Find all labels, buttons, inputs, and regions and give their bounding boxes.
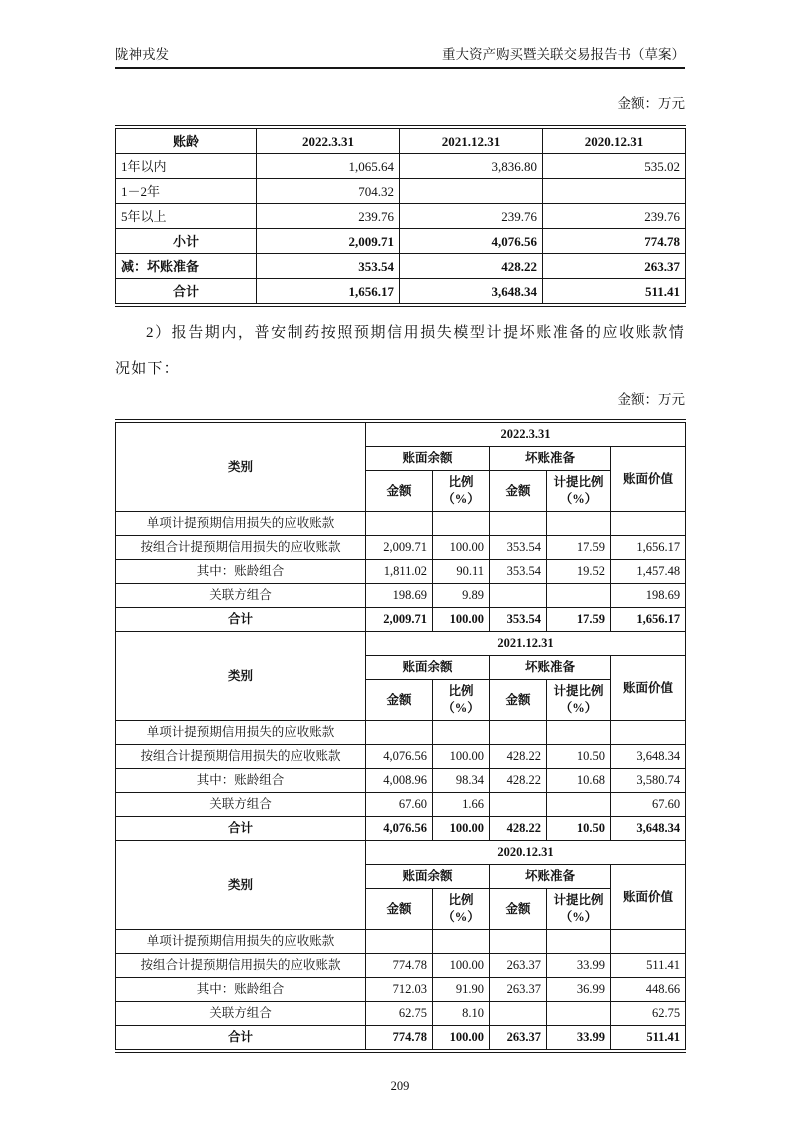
row-label-cell: 其中：账龄组合	[116, 769, 366, 793]
value-cell: 3,836.80	[400, 154, 543, 179]
provision-ratio-header: 计提比例（%）	[547, 889, 611, 930]
value-cell: 535.02	[543, 154, 686, 179]
row-label-cell: 合计	[116, 1026, 366, 1052]
page-content	[115, 0, 685, 1094]
value-cell: 4,076.56	[400, 229, 543, 254]
value-cell: 100.00	[433, 608, 490, 632]
value-cell: 100.00	[433, 817, 490, 841]
row-label-cell: 关联方组合	[116, 793, 366, 817]
amount-header: 金额	[490, 889, 547, 930]
provision-data-row	[116, 793, 686, 817]
value-cell: 2,009.71	[366, 536, 433, 560]
row-label-cell: 关联方组合	[116, 584, 366, 608]
row-label-cell: 其中：账龄组合	[116, 560, 366, 584]
value-cell	[433, 721, 490, 745]
aging-data-row	[116, 179, 686, 204]
value-cell: 36.99	[547, 978, 611, 1002]
provision-data-row	[116, 930, 686, 954]
book-value-header: 账面价值	[611, 656, 686, 721]
balance-group-header: 账面余额	[366, 656, 490, 680]
value-cell: 62.75	[611, 1002, 686, 1026]
value-cell: 428.22	[490, 745, 547, 769]
value-cell: 98.34	[433, 769, 490, 793]
value-cell: 704.32	[257, 179, 400, 204]
provision-table-body	[116, 421, 686, 1051]
value-cell: 10.50	[547, 745, 611, 769]
provision-ratio-header: 计提比例（%）	[547, 471, 611, 512]
value-cell: 91.90	[433, 978, 490, 1002]
provision-data-row	[116, 584, 686, 608]
aging-table-body	[116, 127, 686, 305]
value-cell	[611, 721, 686, 745]
provision-data-row	[116, 512, 686, 536]
category-header-cell: 类别	[116, 841, 366, 930]
value-cell: 774.78	[543, 229, 686, 254]
row-label-cell: 按组合计提预期信用损失的应收账款	[116, 745, 366, 769]
value-cell: 428.22	[490, 817, 547, 841]
value-cell: 10.68	[547, 769, 611, 793]
row-label-cell: 1－2年	[116, 179, 257, 204]
value-cell	[547, 1002, 611, 1026]
value-cell: 100.00	[433, 745, 490, 769]
aging-col-header: 账龄	[116, 127, 257, 154]
value-cell	[611, 930, 686, 954]
value-cell: 8.10	[433, 1002, 490, 1026]
value-cell: 1,457.48	[611, 560, 686, 584]
provision-data-row	[116, 536, 686, 560]
aging-data-row	[116, 254, 686, 279]
provision-data-row	[116, 560, 686, 584]
value-cell: 448.66	[611, 978, 686, 1002]
value-cell: 239.76	[400, 204, 543, 229]
category-header-cell: 类别	[116, 421, 366, 512]
value-cell: 353.54	[257, 254, 400, 279]
balance-group-header: 账面余额	[366, 865, 490, 889]
value-cell: 2,009.71	[366, 608, 433, 632]
row-label-cell: 按组合计提预期信用损失的应收账款	[116, 954, 366, 978]
running-header	[115, 46, 685, 69]
value-cell: 100.00	[433, 954, 490, 978]
value-cell	[547, 930, 611, 954]
value-cell: 90.11	[433, 560, 490, 584]
provision-data-row	[116, 978, 686, 1002]
value-cell	[490, 930, 547, 954]
aging-col-header: 2020.12.31	[543, 127, 686, 154]
value-cell: 67.60	[611, 793, 686, 817]
value-cell	[490, 1002, 547, 1026]
unit-note-2: 金额：万元	[617, 392, 685, 407]
value-cell: 198.69	[611, 584, 686, 608]
value-cell: 511.41	[543, 279, 686, 306]
ratio-header: 比例（%）	[433, 471, 490, 512]
provision-data-row	[116, 745, 686, 769]
row-label-cell: 减：坏账准备	[116, 254, 257, 279]
period-header-cell: 2022.3.31	[366, 421, 686, 447]
ratio-header: 比例（%）	[433, 889, 490, 930]
row-label-cell: 单项计提预期信用损失的应收账款	[116, 721, 366, 745]
value-cell	[547, 584, 611, 608]
value-cell: 263.37	[490, 1026, 547, 1052]
row-label-cell: 合计	[116, 608, 366, 632]
provision-data-row	[116, 608, 686, 632]
value-cell: 10.50	[547, 817, 611, 841]
section-period-row	[116, 632, 686, 656]
value-cell: 239.76	[543, 204, 686, 229]
value-cell: 19.52	[547, 560, 611, 584]
value-cell: 9.89	[433, 584, 490, 608]
value-cell: 353.54	[490, 536, 547, 560]
aging-data-row	[116, 204, 686, 229]
book-value-header: 账面价值	[611, 447, 686, 512]
value-cell	[490, 721, 547, 745]
provision-data-row	[116, 817, 686, 841]
aging-col-header: 2022.3.31	[257, 127, 400, 154]
aging-header-row	[116, 127, 686, 154]
value-cell: 4,076.56	[366, 817, 433, 841]
value-cell: 62.75	[366, 1002, 433, 1026]
value-cell: 3,648.34	[611, 745, 686, 769]
running-header-left: 陇神戎发	[115, 47, 169, 62]
value-cell: 263.37	[490, 978, 547, 1002]
value-cell	[611, 512, 686, 536]
aging-data-row	[116, 229, 686, 254]
amount-header: 金额	[490, 471, 547, 512]
section-period-row	[116, 841, 686, 865]
value-cell: 511.41	[611, 1026, 686, 1052]
balance-group-header: 账面余额	[366, 447, 490, 471]
value-cell	[433, 512, 490, 536]
provision-group-header: 坏账准备	[490, 656, 611, 680]
value-cell: 100.00	[433, 536, 490, 560]
value-cell: 239.76	[257, 204, 400, 229]
value-cell: 712.03	[366, 978, 433, 1002]
value-cell	[366, 721, 433, 745]
provision-data-row	[116, 1002, 686, 1026]
period-header-cell: 2020.12.31	[366, 841, 686, 865]
amount-header: 金额	[366, 889, 433, 930]
value-cell	[490, 512, 547, 536]
aging-table	[115, 125, 686, 307]
value-cell	[547, 512, 611, 536]
value-cell: 2,009.71	[257, 229, 400, 254]
value-cell: 4,008.96	[366, 769, 433, 793]
provision-data-row	[116, 954, 686, 978]
value-cell: 3,648.34	[611, 817, 686, 841]
row-label-cell: 其中：账龄组合	[116, 978, 366, 1002]
period-header-cell: 2021.12.31	[366, 632, 686, 656]
value-cell: 774.78	[366, 1026, 433, 1052]
value-cell: 1,811.02	[366, 560, 433, 584]
value-cell: 353.54	[490, 608, 547, 632]
value-cell	[543, 179, 686, 204]
provision-group-header: 坏账准备	[490, 865, 611, 889]
value-cell: 1.66	[433, 793, 490, 817]
running-header-right: 重大资产购买暨关联交易报告书（草案）	[442, 47, 685, 62]
row-label-cell: 合计	[116, 279, 257, 306]
value-cell: 3,580.74	[611, 769, 686, 793]
value-cell: 4,076.56	[366, 745, 433, 769]
page-number: 209	[390, 1079, 410, 1093]
row-label-cell: 单项计提预期信用损失的应收账款	[116, 512, 366, 536]
amount-header: 金额	[366, 680, 433, 721]
value-cell	[490, 793, 547, 817]
row-label-cell: 小计	[116, 229, 257, 254]
row-label-cell: 按组合计提预期信用损失的应收账款	[116, 536, 366, 560]
provision-data-row	[116, 721, 686, 745]
value-cell: 100.00	[433, 1026, 490, 1052]
provision-ratio-header: 计提比例（%）	[547, 680, 611, 721]
provision-data-row	[116, 769, 686, 793]
value-cell: 511.41	[611, 954, 686, 978]
section-period-row	[116, 421, 686, 447]
amount-header: 金额	[366, 471, 433, 512]
category-header-cell: 类别	[116, 632, 366, 721]
value-cell: 1,656.17	[611, 608, 686, 632]
row-label-cell: 关联方组合	[116, 1002, 366, 1026]
provision-table	[115, 419, 686, 1053]
body-paragraph: 2）报告期内，普安制药按照预期信用损失模型计提坏账准备的应收账款情况如下：	[115, 325, 685, 377]
value-cell	[366, 930, 433, 954]
provision-group-header: 坏账准备	[490, 447, 611, 471]
row-label-cell: 1年以内	[116, 154, 257, 179]
provision-data-row	[116, 1026, 686, 1052]
value-cell: 263.37	[490, 954, 547, 978]
value-cell	[400, 179, 543, 204]
aging-data-row	[116, 279, 686, 306]
aging-data-row	[116, 154, 686, 179]
book-value-header: 账面价值	[611, 865, 686, 930]
value-cell	[433, 930, 490, 954]
value-cell: 428.22	[400, 254, 543, 279]
value-cell	[547, 793, 611, 817]
row-label-cell: 单项计提预期信用损失的应收账款	[116, 930, 366, 954]
value-cell: 3,648.34	[400, 279, 543, 306]
value-cell: 353.54	[490, 560, 547, 584]
unit-note-1: 金额：万元	[617, 96, 685, 111]
value-cell: 1,656.17	[611, 536, 686, 560]
value-cell: 17.59	[547, 536, 611, 560]
ratio-header: 比例（%）	[433, 680, 490, 721]
value-cell	[490, 584, 547, 608]
value-cell: 774.78	[366, 954, 433, 978]
amount-header: 金额	[490, 680, 547, 721]
value-cell	[547, 721, 611, 745]
value-cell: 263.37	[543, 254, 686, 279]
row-label-cell: 5年以上	[116, 204, 257, 229]
value-cell: 33.99	[547, 1026, 611, 1052]
value-cell: 1,065.64	[257, 154, 400, 179]
value-cell: 1,656.17	[257, 279, 400, 306]
aging-col-header: 2021.12.31	[400, 127, 543, 154]
value-cell: 428.22	[490, 769, 547, 793]
value-cell	[366, 512, 433, 536]
row-label-cell: 合计	[116, 817, 366, 841]
value-cell: 17.59	[547, 608, 611, 632]
value-cell: 67.60	[366, 793, 433, 817]
value-cell: 33.99	[547, 954, 611, 978]
value-cell: 198.69	[366, 584, 433, 608]
